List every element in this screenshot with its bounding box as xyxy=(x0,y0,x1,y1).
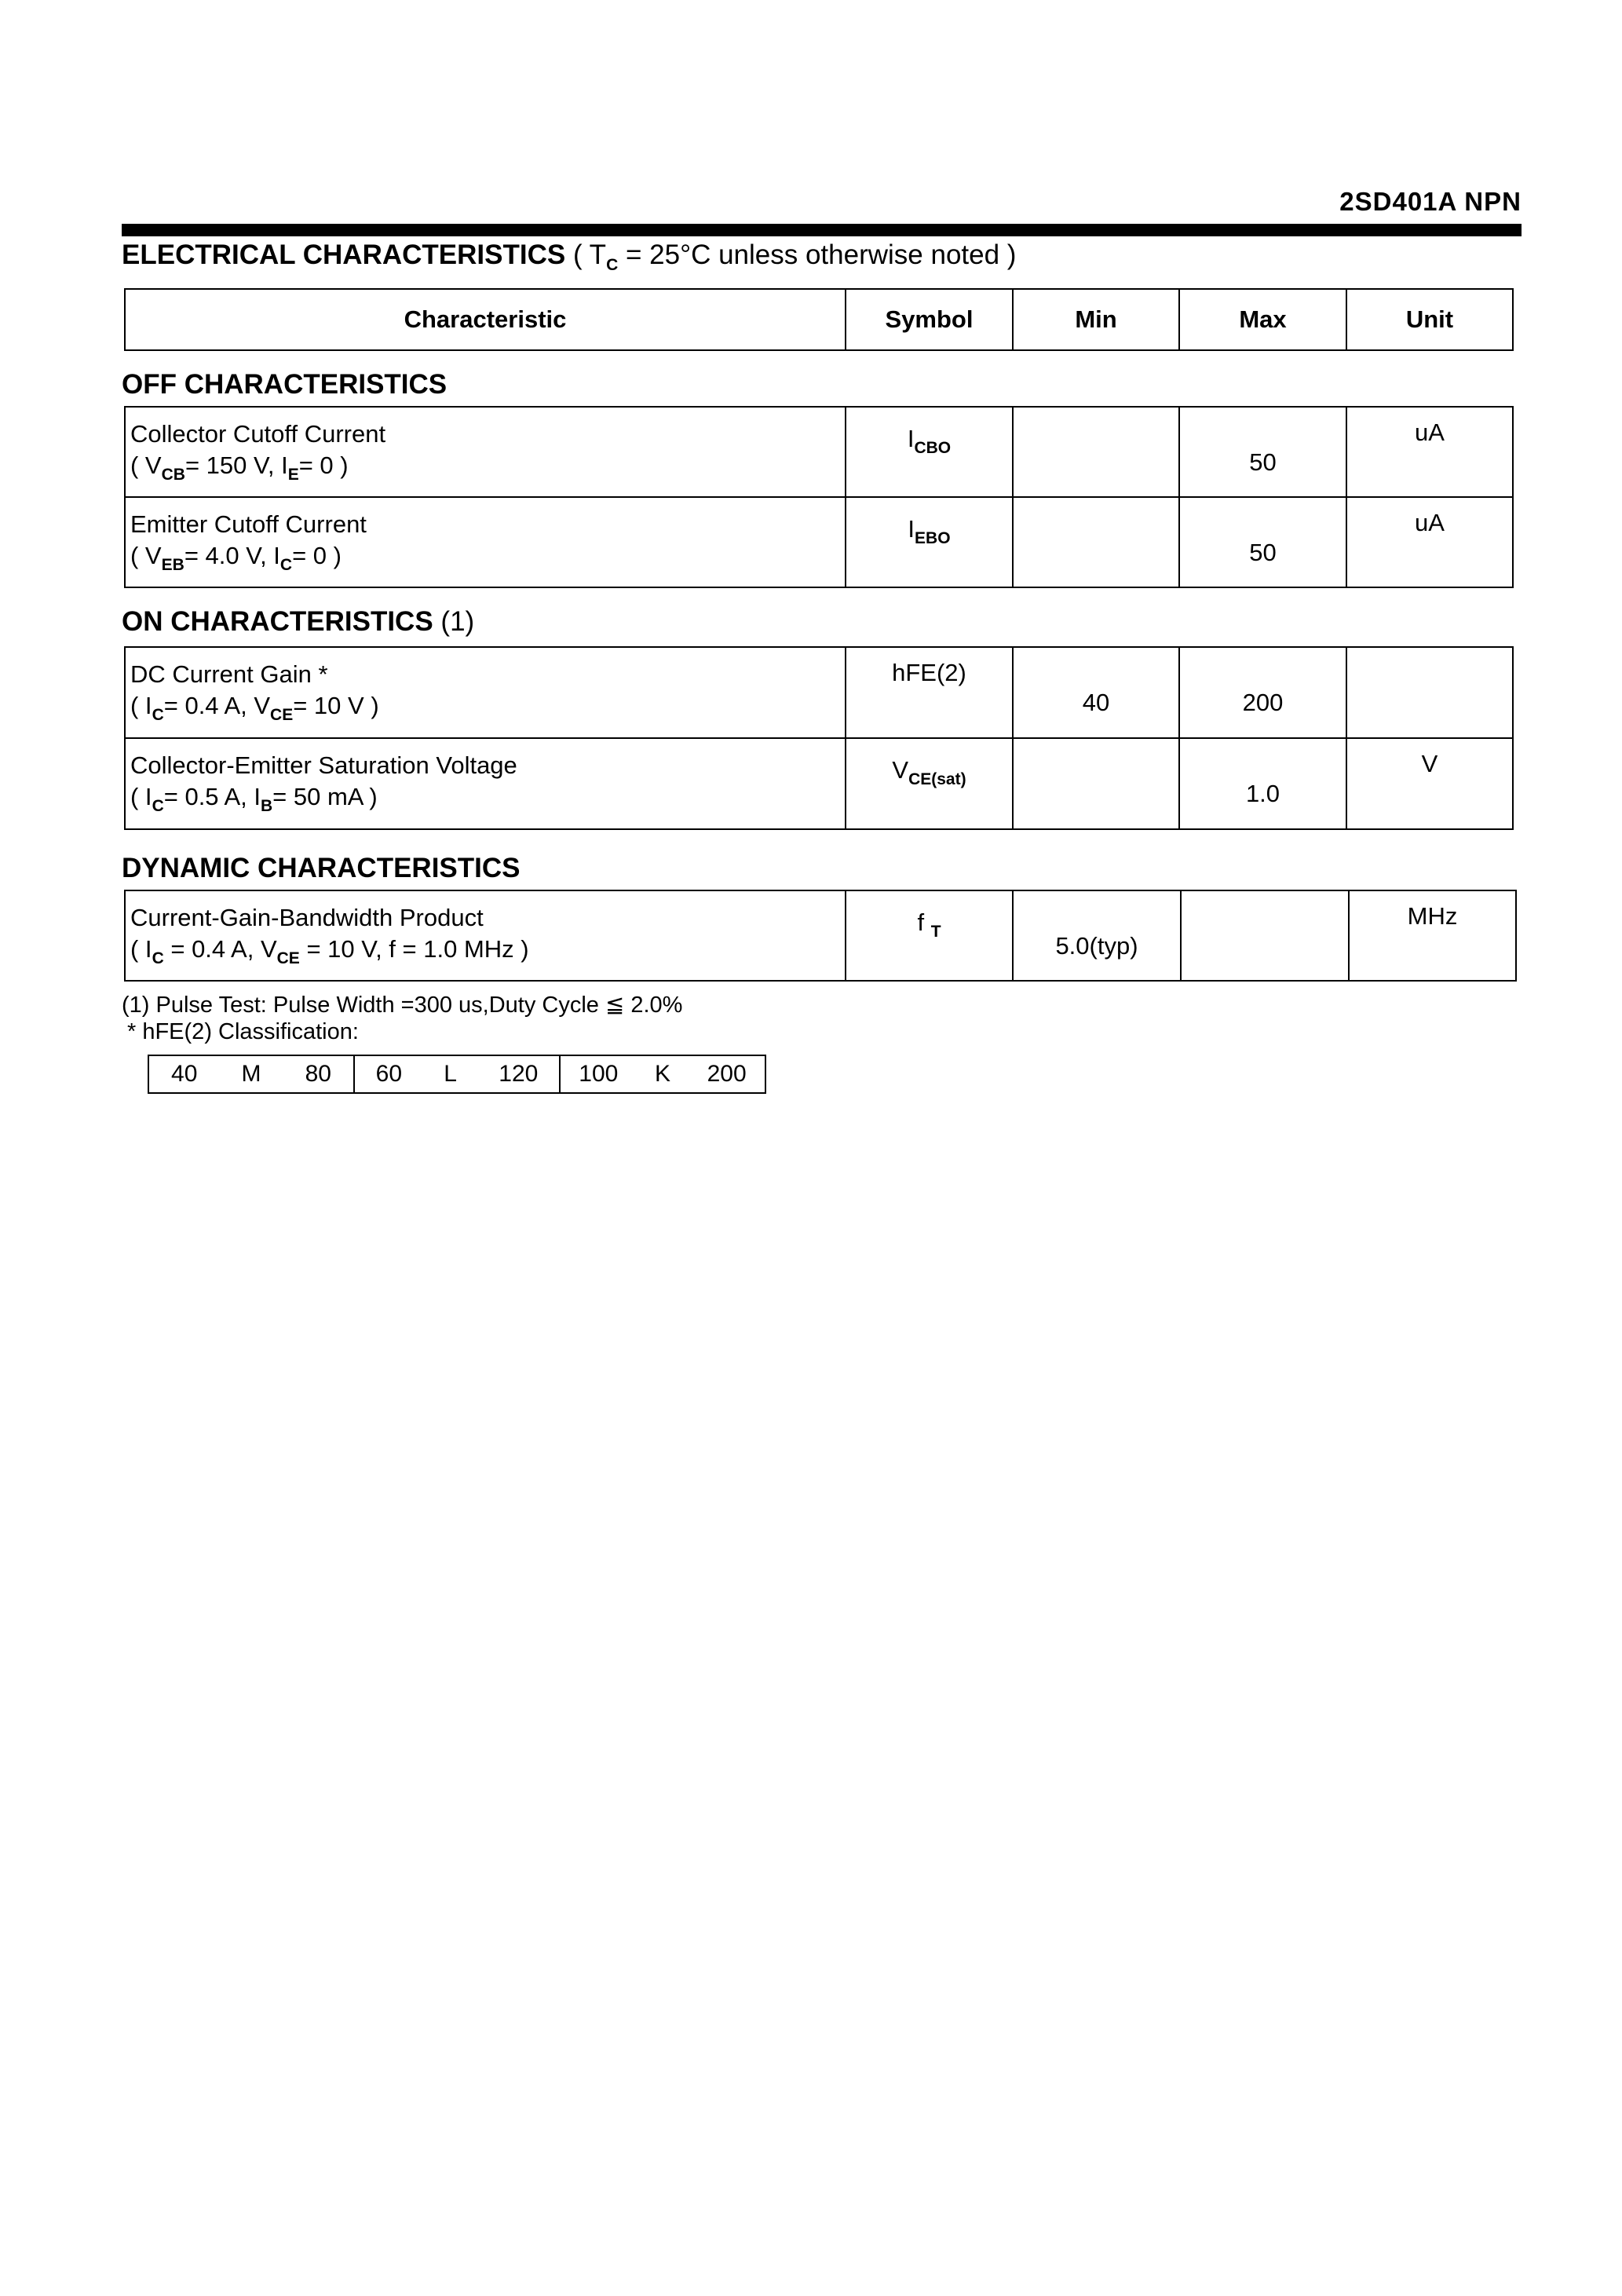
symbol-cell: hFE(2) xyxy=(846,647,1013,738)
table-row xyxy=(125,497,1513,587)
pulse-test-footnote: (1) Pulse Test: Pulse Width =300 us,Duty Cycle ≦ 2.0% xyxy=(122,993,683,1018)
classification-cell: 60 L 120 xyxy=(354,1055,560,1093)
max-cell xyxy=(1181,890,1349,981)
test-condition: ( $I_C = 0.4$ A, $V_{CE} = 10$ V, f = 1.0 MHz ) xyxy=(130,935,529,967)
symbol-cell: $I_{CBO}$ xyxy=(846,407,1013,497)
characteristic-cell xyxy=(125,738,846,829)
dynamic-table xyxy=(124,890,1517,982)
table-row xyxy=(125,407,1513,497)
unit-cell xyxy=(1346,647,1513,738)
min-cell: 5.0(typ) xyxy=(1013,890,1181,981)
max-cell: 50 xyxy=(1179,497,1346,587)
test-condition: ( $I_C= 0.5$ A, $I_B= 50$ mA ) xyxy=(130,783,378,815)
hfe-classification-label: * hFE(2) Classification: xyxy=(127,1019,359,1044)
section-title xyxy=(122,239,1016,275)
characteristic-name: Emitter Cutoff Current xyxy=(130,510,367,538)
off-table xyxy=(124,406,1514,588)
characteristic-cell xyxy=(125,647,846,738)
classification-cell: 100 K 200 xyxy=(560,1055,765,1093)
dynamic-heading: DYNAMIC CHARACTERISTICS xyxy=(122,853,521,883)
column-header-table xyxy=(124,288,1514,351)
symbol-cell: $V_{CE(sat)}$ xyxy=(846,738,1013,829)
characteristic-name: Collector Cutoff Current xyxy=(130,420,386,448)
table-row xyxy=(125,890,1516,981)
characteristic-cell xyxy=(125,497,846,587)
characteristic-name: Current-Gain-Bandwidth Product xyxy=(130,904,484,931)
table-row xyxy=(125,738,1513,829)
min-cell xyxy=(1013,407,1179,497)
header-symbol: Symbol xyxy=(846,289,1013,350)
header-characteristic: Characteristic xyxy=(125,289,846,350)
on-heading: ON CHARACTERISTICS (1) xyxy=(122,606,475,637)
symbol-cell: $I_{EBO}$ xyxy=(846,497,1013,587)
table-row xyxy=(125,647,1513,738)
unit-cell: V xyxy=(1346,738,1513,829)
off-heading: OFF CHARACTERISTICS xyxy=(122,369,448,400)
part-number: 2SD401A NPN xyxy=(1339,187,1522,216)
max-cell: 200 xyxy=(1179,647,1346,738)
unit-cell: uA xyxy=(1346,497,1513,587)
header-min: Min xyxy=(1013,289,1179,350)
hfe-classification-table xyxy=(148,1055,766,1094)
on-table xyxy=(124,646,1514,830)
min-cell xyxy=(1013,738,1179,829)
header-rule xyxy=(122,224,1522,236)
characteristic-cell xyxy=(125,890,846,981)
min-cell: 40 xyxy=(1013,647,1179,738)
header-max: Max xyxy=(1179,289,1346,350)
test-condition: ( $V_{EB}= 4.0$ V, $I_C= 0$ ) xyxy=(130,542,342,574)
characteristic-name: Collector-Emitter Saturation Voltage xyxy=(130,751,517,779)
test-condition: ( $V_{CB}= 150$ V, $I_E= 0$ ) xyxy=(130,452,349,484)
classification-cell: 40 M 80 xyxy=(148,1055,354,1093)
symbol-cell: f $_T$ xyxy=(846,890,1013,981)
max-cell: 1.0 xyxy=(1179,738,1346,829)
min-cell xyxy=(1013,497,1179,587)
unit-cell: MHz xyxy=(1349,890,1516,981)
title-condition: ( $T_C = 25^\circ C$ unless otherwise noted ) xyxy=(572,239,1017,274)
test-condition: ( $I_C= 0.4$ A, $V_{CE}= 10$ V ) xyxy=(130,692,379,724)
header-unit: Unit xyxy=(1346,289,1513,350)
unit-cell: uA xyxy=(1346,407,1513,497)
title-main: ELECTRICAL CHARACTERISTICS xyxy=(122,239,566,270)
characteristic-name: DC Current Gain * xyxy=(130,660,328,688)
max-cell: 50 xyxy=(1179,407,1346,497)
characteristic-cell xyxy=(125,407,846,497)
